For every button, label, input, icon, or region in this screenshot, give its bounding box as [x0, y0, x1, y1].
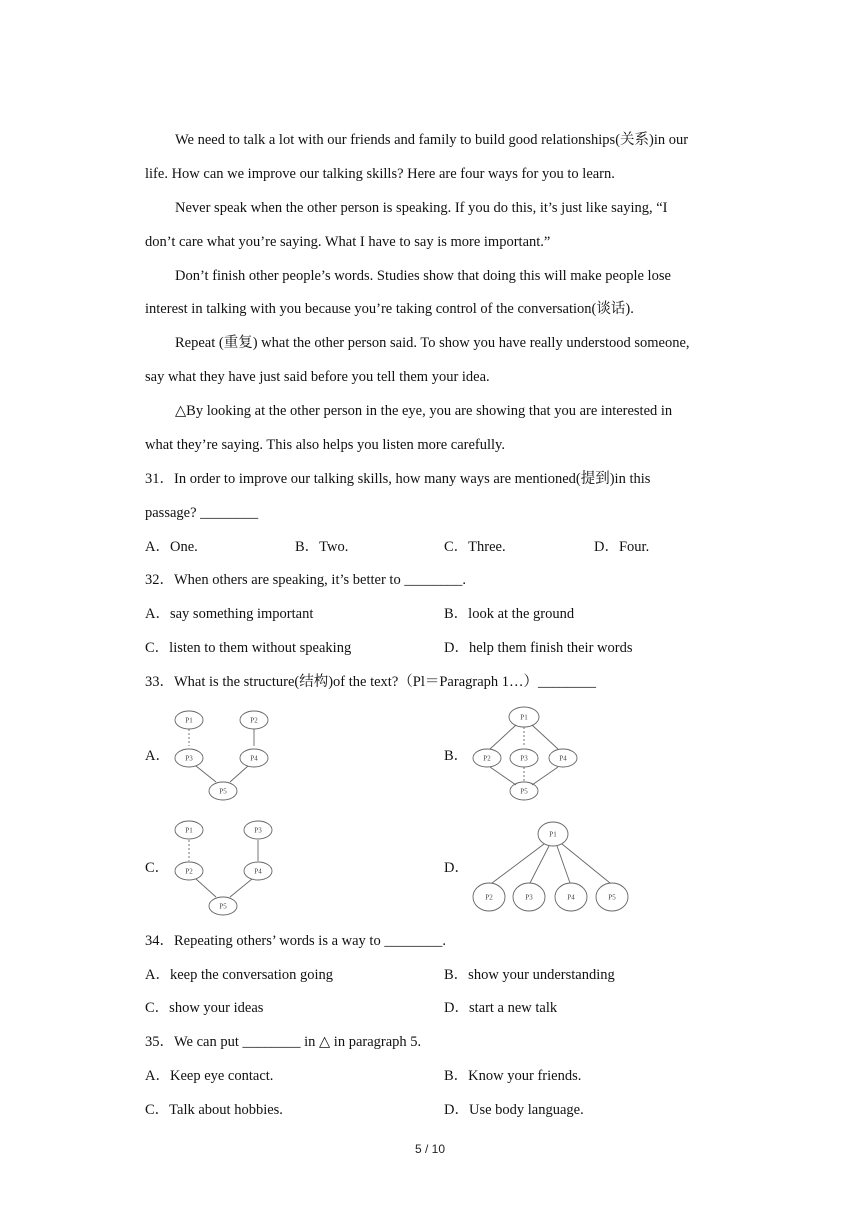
diagram-node-label: P1: [185, 826, 193, 835]
diagram-node-label: P3: [525, 893, 533, 902]
passage-line: what they’re saying. This also helps you listen more carefully.: [145, 437, 505, 453]
diagram-node-label: P3: [520, 754, 528, 763]
passage-line: Repeat (重复) what the other person said. To show you have really understood someone,: [175, 335, 690, 351]
diagram-node-label: P4: [254, 867, 262, 876]
q33-option-a: A．: [145, 748, 170, 764]
q35-option-a: A．Keep eye contact.: [145, 1068, 274, 1084]
diagram-node-label: P4: [567, 893, 575, 902]
question-34-stem: 34．Repeating others’ words is a way to ________.: [145, 933, 446, 949]
q35-option-b: B．Know your friends.: [444, 1068, 582, 1084]
q34-option-b: B．show your understanding: [444, 967, 615, 983]
diagram-node-label: P4: [559, 754, 567, 763]
q31-option-b: B．Two.: [295, 539, 349, 555]
passage-line: say what they have just said before you tell them your idea.: [145, 369, 490, 385]
question-33-stem: 33．What is the structure(结构)of the text?（Pl＝Paragraph 1…）________: [145, 674, 597, 690]
q35-option-d: D．Use body language.: [444, 1102, 584, 1118]
structure-diagram-b: [468, 703, 586, 808]
diagram-node-label: P5: [520, 787, 528, 796]
q34-option-c: C．show your ideas: [145, 1000, 264, 1016]
diagram-node-label: P2: [185, 867, 193, 876]
passage-line: don’t care what you’re saying. What I have to say is more important.”: [145, 234, 551, 250]
q34-option-a: A．keep the conversation going: [145, 967, 334, 983]
diagram-node-label: P2: [250, 716, 258, 725]
diagram-node-label: P3: [254, 826, 262, 835]
diagram-node-label: P2: [483, 754, 491, 763]
q34-option-d: D．start a new talk: [444, 1000, 558, 1016]
question-35-stem: 35．We can put ________ in △ in paragraph 5.: [145, 1034, 422, 1050]
diagram-node-label: P1: [185, 716, 193, 725]
question-32-stem: 32．When others are speaking, it’s better to ________.: [145, 572, 466, 588]
passage-line: life. How can we improve our talking skills? Here are four ways for you to learn.: [145, 166, 615, 182]
diagram-node-label: P5: [219, 787, 227, 796]
q33-option-c: C．: [145, 860, 170, 876]
page-number: 5 / 10: [414, 1142, 446, 1156]
diagram-node-label: P3: [185, 754, 193, 763]
passage-line: △By looking at the other person in the eye, you are showing that you are interested in: [175, 403, 673, 419]
diagram-node-label: P1: [549, 830, 557, 839]
q35-option-c: C．Talk about hobbies.: [145, 1102, 283, 1118]
diagram-node-label: P5: [219, 902, 227, 911]
q32-option-d: D．help them finish their words: [444, 640, 633, 656]
structure-diagram-c: [168, 815, 280, 922]
diagram-node-label: P1: [520, 713, 528, 722]
q32-option-a: A．say something important: [145, 606, 314, 622]
passage-line: We need to talk a lot with our friends and family to build good relationships(关系)in our: [175, 132, 689, 148]
structure-diagram-a: [168, 704, 280, 809]
q32-option-c: C．listen to them without speaking: [145, 640, 352, 656]
diagram-node-label: P5: [608, 893, 616, 902]
q31-option-a: A．One.: [145, 539, 198, 555]
q31-option-c: C．Three.: [444, 539, 506, 555]
diagram-node-label: P2: [485, 893, 493, 902]
passage-line: interest in talking with you because you’re taking control of the conversation(谈话).: [145, 301, 634, 317]
q31-option-d: D．Four.: [594, 539, 650, 555]
diagram-node-label: P4: [250, 754, 258, 763]
question-31-stem: 31．In order to improve our talking skills, how many ways are mentioned(提到)in this: [145, 471, 651, 487]
passage-line: Never speak when the other person is speaking. If you do this, it’s just like saying, “I: [175, 200, 668, 216]
q33-option-b: B．: [444, 748, 469, 764]
question-31-stem: passage? ________: [145, 505, 259, 521]
q32-option-b: B．look at the ground: [444, 606, 575, 622]
passage-line: Don’t finish other people’s words. Studies show that doing this will make people lose: [175, 268, 671, 284]
q33-option-d: D．: [444, 860, 469, 876]
structure-diagram-d: [470, 817, 632, 920]
